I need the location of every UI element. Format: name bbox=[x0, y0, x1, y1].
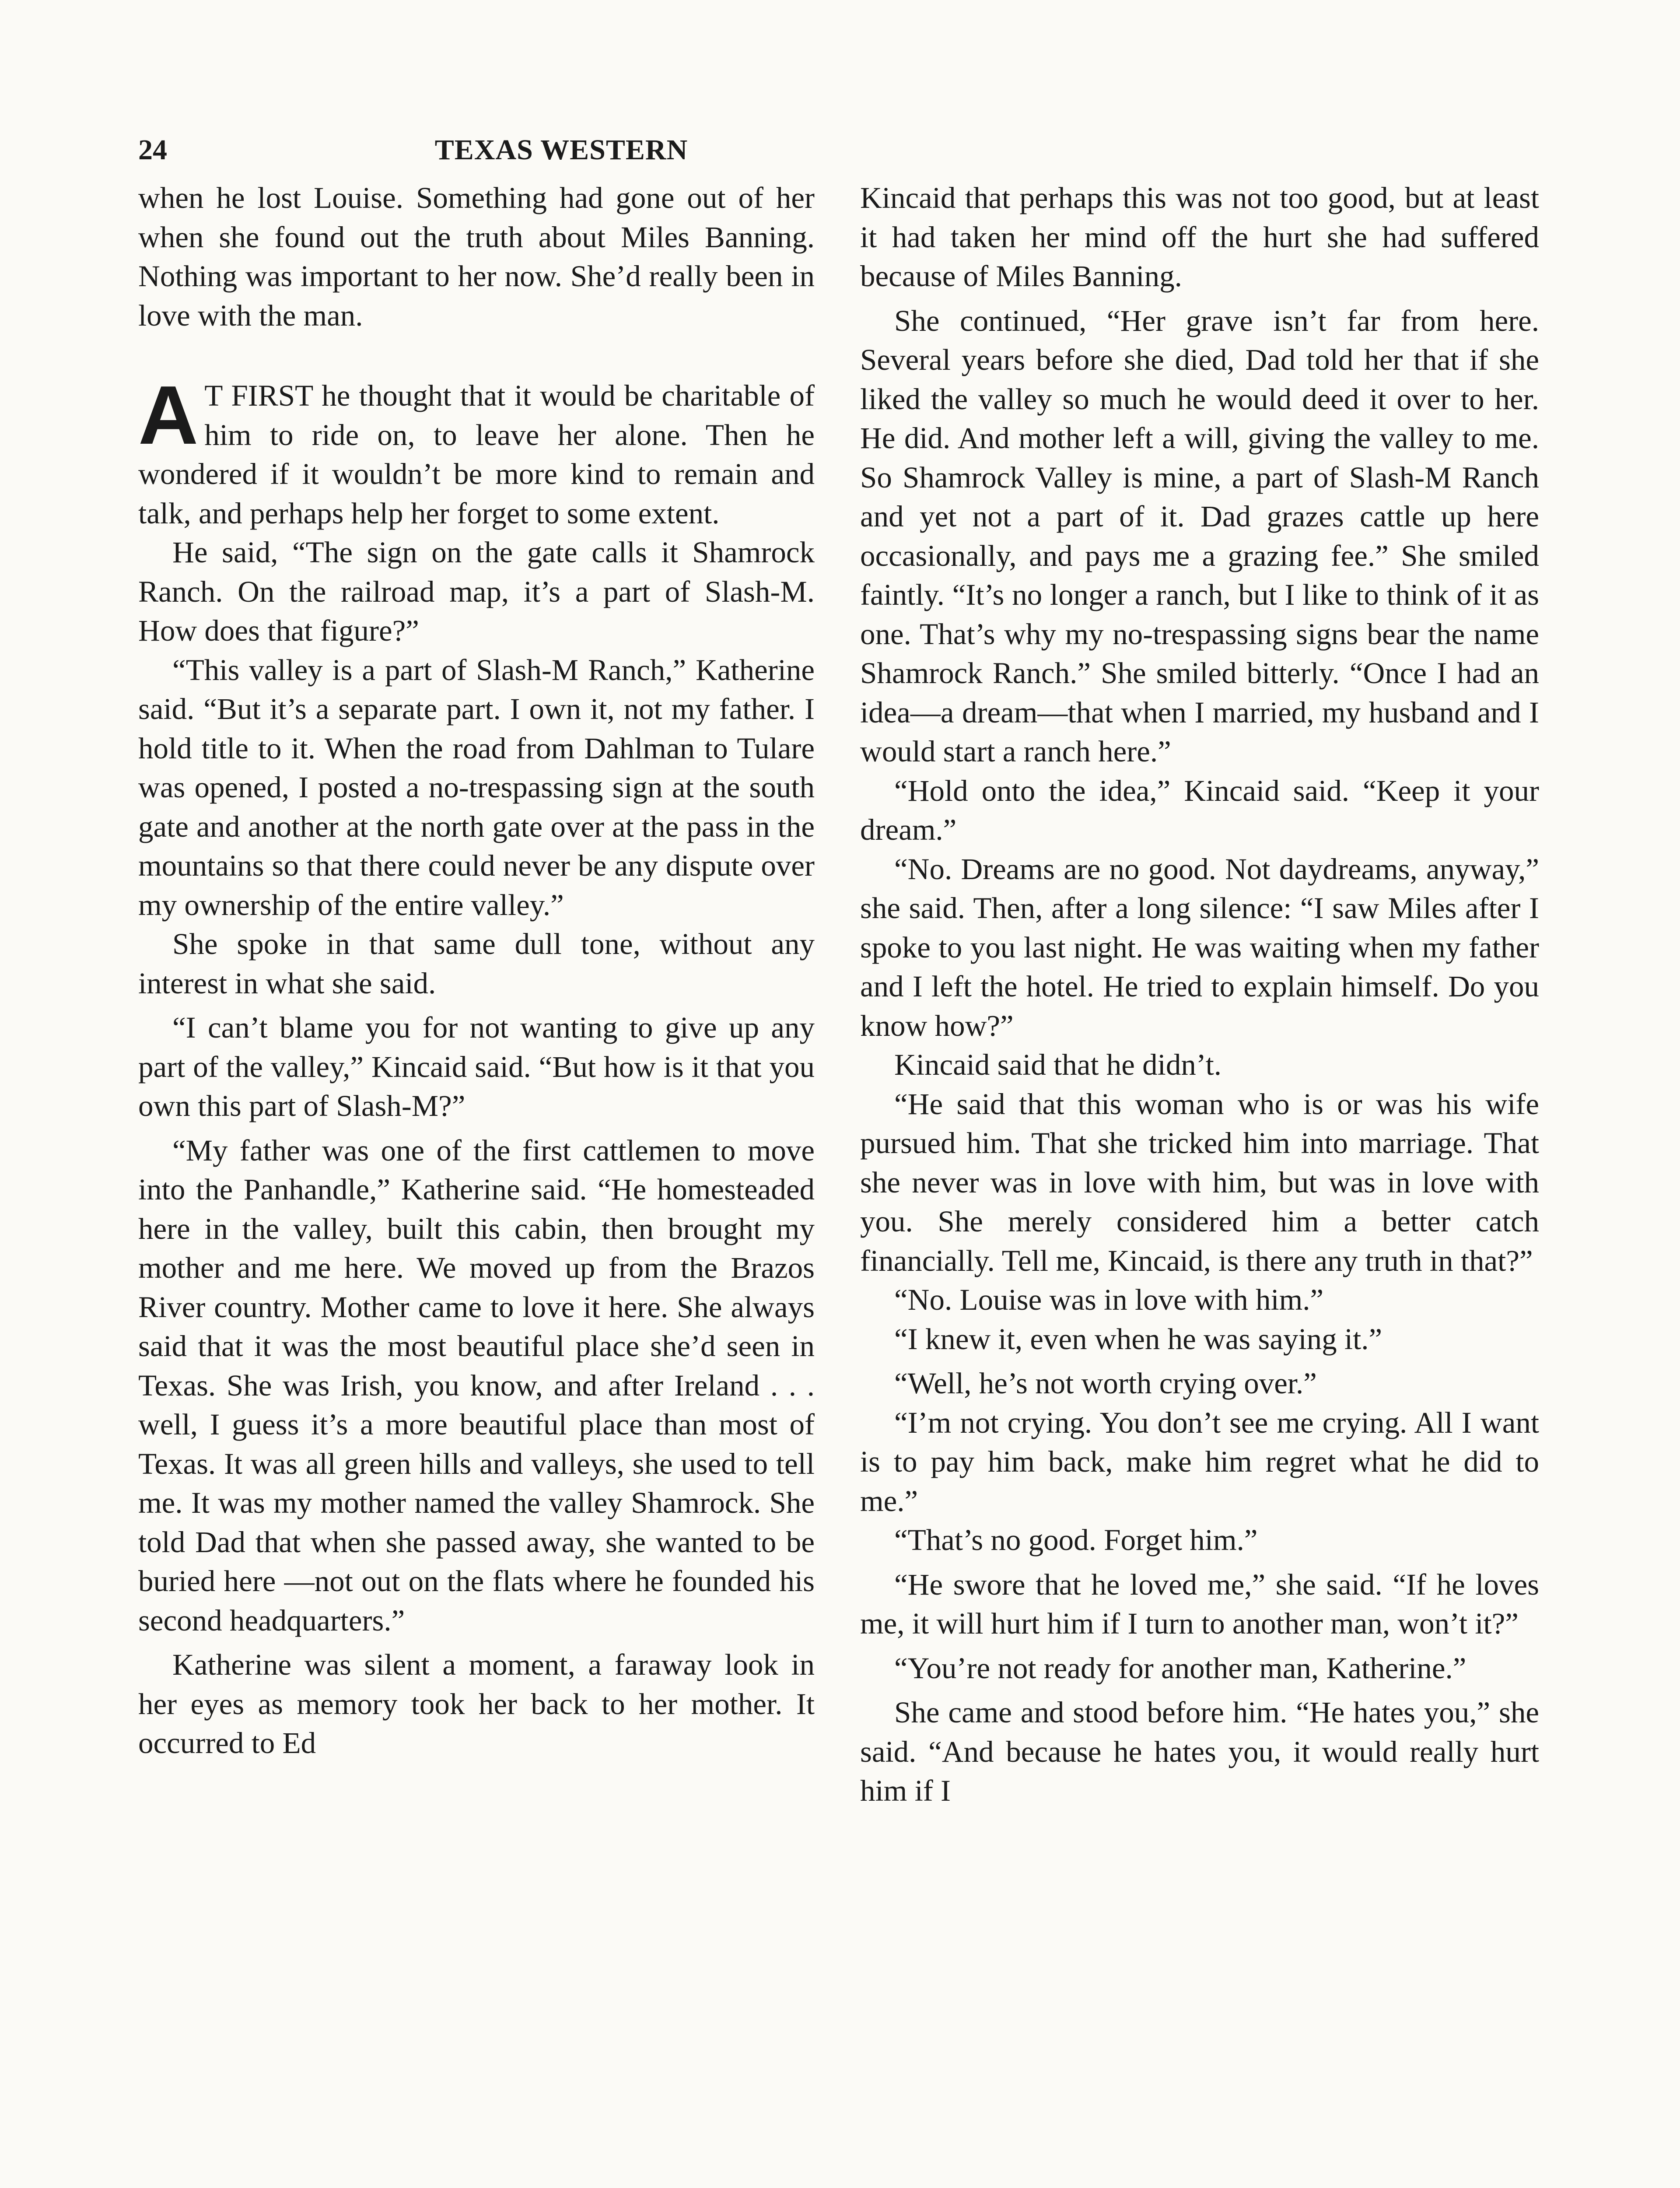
paragraph: Kincaid that perhaps this was not too good, but at least it had taken her mind off the hurt she had suffered because of Miles Banning. bbox=[860, 181, 1539, 293]
paragraph: Kincaid said that he didn’t. bbox=[894, 1048, 1222, 1081]
paragraph: “This valley is a part of Slash-M Ranch,” Katherine said. “But it’s a separate part. I own it, not my father. I hold title to it. When the road from Dahlman to Tulare was opened, I posted a no-trespassing sign at the south gate and another at the north gate over at the pass in the mountains so that there could never be any dispute over my ownership of the entire valley.” bbox=[138, 653, 815, 922]
left-column bbox=[138, 179, 815, 1763]
paragraph: Katherine was silent a moment, a faraway look in her eyes as memory took her back to her mother. It occurred to Ed bbox=[138, 1648, 815, 1760]
paragraph: “Hold onto the idea,” Kincaid said. “Keep it your dream.” bbox=[860, 774, 1539, 846]
paragraph-text: T FIRST he thought that it would be charitable of him to ride on, to leave her alone. Then he wondered if it wouldn’t be more kind to remain and talk, and perhaps help her forget to some extent. bbox=[138, 379, 815, 530]
paragraph: “Well, he’s not worth crying over.” bbox=[894, 1367, 1317, 1400]
paragraph: She spoke in that same dull tone, without any interest in what she said. bbox=[138, 927, 815, 1000]
paragraph: “No. Dreams are no good. Not daydreams, anyway,” she said. Then, after a long silence: “I saw Miles after I spoke to you last night. He was waiting when my father and I left the hotel. He tried to explain himself. Do you know how?” bbox=[860, 852, 1539, 1042]
paragraph: “I knew it, even when he was saying it.” bbox=[894, 1322, 1382, 1356]
paragraph: when he lost Louise. Something had gone out of her when she found out the truth about Miles Banning. Nothing was important to her now. She’d really been in love with the man. bbox=[138, 181, 815, 332]
paragraph: She came and stood before him. “He hates you,” she said. “And because he hates you, it would really hurt him if I bbox=[860, 1696, 1539, 1807]
paragraph: She continued, “Her grave isn’t far from here. Several years before she died, Dad told her that if she liked the valley so much he would deed it over to her. He did. And mother left a will, giving the valley to me. So Shamrock Valley is mine, a part of Slash-M Ranch and yet not a part of it. Dad grazes cattle up here occasionally, and pays me a grazing fee.” She smiled faintly. “It’s no longer a ranch, but I like to think of it as one. That’s why my no-trespassing signs bear the name Shamrock Ranch.” She smiled bitterly. “Once I had an idea—a dream—that when I married, my husband and I would start a ranch here.” bbox=[860, 304, 1539, 768]
running-title: TEXAS WESTERN bbox=[434, 134, 688, 166]
paragraph: “I’m not crying. You don’t see me crying. All I want is to pay him back, make him regret what he did to me.” bbox=[860, 1406, 1539, 1518]
paragraph: “You’re not ready for another man, Katherine.” bbox=[894, 1651, 1466, 1685]
paragraph: “My father was one of the first cattlemen to move into the Panhandle,” Katherine said. “He homesteaded here in the valley, built this cabin, then brought my mother and me here. We moved up from the Brazos River country. Mother came to love it here. She always said that it was the most beautiful place she’d seen in Texas. She was Irish, you know, and after Ireland . . . well, I guess it’s a more beautiful place than most of Texas. It was all green hills and valleys, she used to tell me. It was my mother named the valley Shamrock. She told Dad that when she passed away, she wanted to be buried here —not out on the flats where he founded his second headquarters.” bbox=[138, 1133, 815, 1637]
paragraph: “I can’t blame you for not wanting to give up any part of the valley,” Kincaid said. “But how is it that you own this part of Slash-M?” bbox=[138, 1011, 815, 1122]
drop-cap: A bbox=[138, 369, 199, 462]
paragraph: “He said that this woman who is or was his wife pursued him. That she tricked him into marriage. That she never was in love with him, but was in love with you. She merely considered him a better catch financially. Tell me, Kincaid, is there any truth in that?” bbox=[860, 1087, 1539, 1277]
page-number: 24 bbox=[138, 134, 167, 166]
dropcap-paragraph bbox=[138, 369, 815, 533]
page-header bbox=[138, 130, 984, 170]
paragraph: “That’s no good. Forget him.” bbox=[894, 1523, 1258, 1557]
paragraph: “No. Louise was in love with him.” bbox=[894, 1283, 1324, 1316]
paragraph: He said, “The sign on the gate calls it Shamrock Ranch. On the railroad map, it’s a part of Slash-M. How does that figure?” bbox=[138, 536, 815, 647]
right-column bbox=[860, 179, 1539, 1811]
paragraph: “He swore that he loved me,” she said. “If he loves me, it will hurt him if I turn to another man, won’t it?” bbox=[860, 1567, 1539, 1640]
